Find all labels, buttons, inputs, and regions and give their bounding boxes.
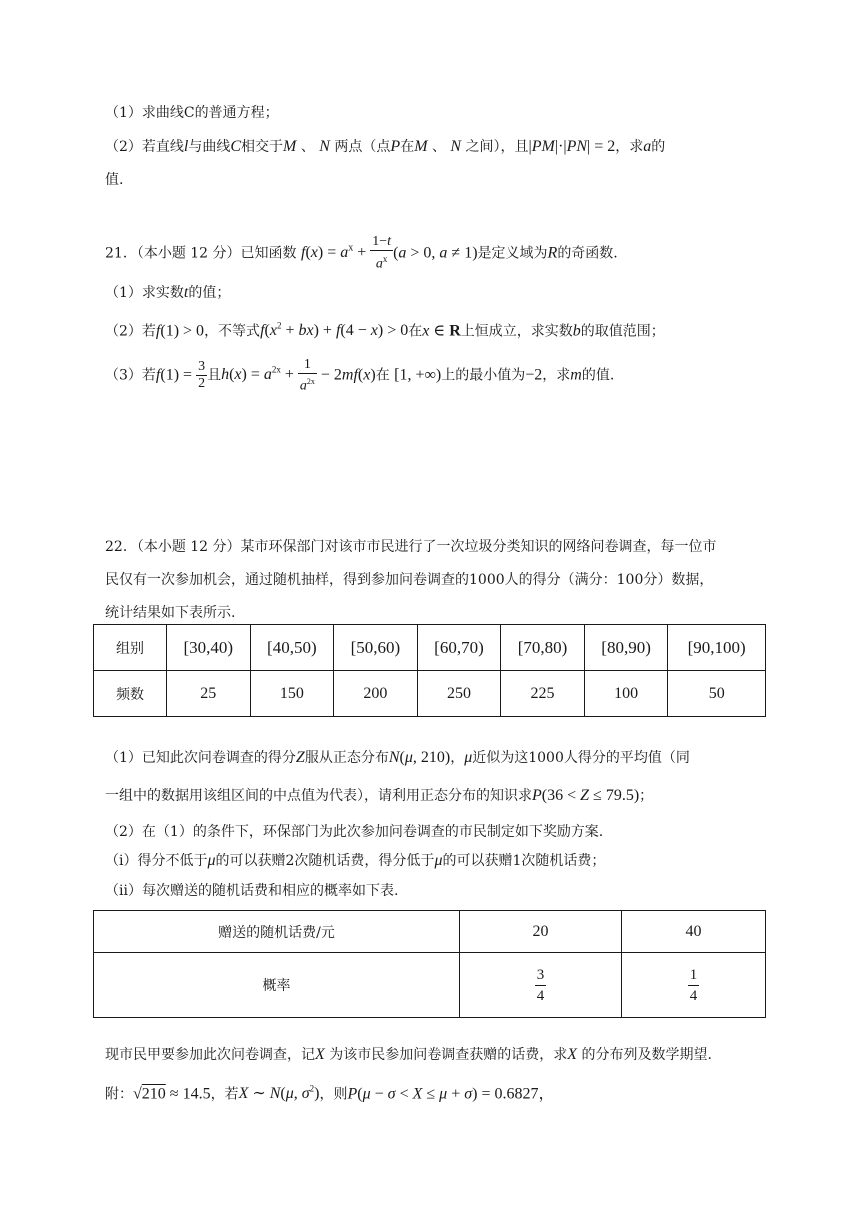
q22-note-c: ，则 xyxy=(319,1086,348,1103)
q20-part2-text-g: 、 xyxy=(431,139,446,155)
q21-part3-c: 在 xyxy=(375,367,390,384)
table-cell-group: [30,40) xyxy=(167,625,251,671)
q22-part1-c: ， xyxy=(450,750,465,766)
table-cell-freq: 250 xyxy=(417,671,501,717)
q20-part1-text: （1）求曲线C的普通方程； xyxy=(105,105,279,121)
table-cell-freq: 100 xyxy=(584,671,668,717)
q21-head-tail: 是定义域为 xyxy=(477,245,548,262)
reward-prob-2 xyxy=(622,953,766,1018)
q22-part2-i: （i）得分不低于μ的可以获赠2次随机话费，得分低于μ的可以获赠1次随机话费； xyxy=(105,852,606,869)
q21-part2: （2）若f(1) > 0，不等式$f(x^2 + bx) + f(4 - x) > 0$在x ∈ R上恒成立，求实数b的取值范围； xyxy=(105,321,665,340)
q20-part2-text-d: 、 xyxy=(300,139,315,155)
q22-part1-a: （1）已知此次问卷调查的得分 xyxy=(105,750,296,766)
q20-part2-text-a: （2）若直线 xyxy=(105,139,184,155)
table-cell-group-label: 组别 xyxy=(94,625,167,671)
q22-intro-2-text: 民仅有一次参加机会，通过随机抽样，得到参加问卷调查的1000人的得分（满分：100分）数据， xyxy=(105,572,714,588)
q21-part1: （1）求实数t的值； xyxy=(105,284,231,301)
q22-note-b: ，若 xyxy=(210,1086,239,1103)
table-cell-group: [60,70) xyxy=(417,625,501,671)
q22-intro-3 xyxy=(105,603,770,623)
q21-function-formula: $f(x) = a^x$ + xyxy=(300,243,371,262)
q22-part2-text: （2）在（1）的条件下，环保部门为此次参加问卷调查的市民制定如下奖励方案. xyxy=(105,824,604,840)
q22-intro-2 xyxy=(105,570,770,590)
q21-head: 21．（本小题 12 分）已知函数 $f(x) = a^x$ + $\frac{1-t}{a^x}$ (a > 0, a ≠ 1)是定义域为R的奇函数. xyxy=(105,234,618,272)
q21-head-tail2: 的奇函数. xyxy=(557,245,618,262)
q21-head-text: 21．（本小题 12 分）已知函数 xyxy=(105,245,297,262)
q20-part2-text-j: 的 xyxy=(651,139,666,155)
q22-ask-b: 为该市民参加问卷调查获赠的话费，求 xyxy=(329,1047,568,1063)
reward-amount-label: 赠送的随机话费/元 xyxy=(94,911,460,953)
q20-part1 xyxy=(105,103,770,123)
table-row-groups xyxy=(94,625,766,671)
table-cell-group: [70,80) xyxy=(501,625,585,671)
table-cell-freq-label: 频数 xyxy=(94,671,167,717)
q21-part3-text: （3）若 xyxy=(105,367,156,384)
q20-part2-end xyxy=(105,170,770,190)
q22-note: 附：√210 ≈ 14.5，若X ∼ N(μ, $\sigma^2$)，则P(μ − σ < X ≤ μ + σ) = 0.6827， xyxy=(105,1084,555,1103)
table-cell-freq: 150 xyxy=(250,671,334,717)
q21-fraction: $\frac{1-t}{a^x}$ xyxy=(372,234,392,272)
table-cell-freq: 200 xyxy=(334,671,418,717)
q20-condition-formula: |PM|·|PN| = 2 xyxy=(528,138,616,155)
table-cell-group: [80,90) xyxy=(584,625,668,671)
table-cell-freq: 25 xyxy=(167,671,251,717)
q22-part1-d: 近似为这1000人得分的平均值（同 xyxy=(472,750,690,766)
reward-amount-20: 20 xyxy=(460,911,622,953)
reward-prob-1-den: 4 xyxy=(536,987,545,1004)
q22-intro-3-text: 统计结果如下表所示. xyxy=(105,605,236,621)
q20-part2-text-f: 在 xyxy=(400,139,415,155)
table-cell-group: [50,60) xyxy=(334,625,418,671)
q22-part1-e: 一组中的数据用该组区间的中点值为代表），请利用正态分布的知识求 xyxy=(105,788,532,804)
q22-part1-line1: （1）已知此次问卷调查的得分Z服从正态分布N(μ, 210)，μ近似为这1000人得分的平均值（同 xyxy=(105,749,690,766)
q22-part2-i-b: 的可以获赠2次随机话费，得分低于 xyxy=(215,853,435,869)
q22-ask-a: 现市民甲要参加此次问卷调查，记 xyxy=(105,1047,315,1063)
q20-part2-text-h: 之间），且 xyxy=(465,139,529,155)
q21-part3-f: 的值. xyxy=(581,367,615,384)
table-row-freqs xyxy=(94,671,766,717)
reward-prob-2-den: 4 xyxy=(689,987,698,1004)
q22-ask-c: 的分布列及数学期望. xyxy=(581,1047,712,1063)
q22-ask: 现市民甲要参加此次问卷调查，记X 为该市民参加问卷调查获赠的话费，求X 的分布列及数学期望. xyxy=(105,1046,712,1063)
q21-part3-d: 上的最小值为 xyxy=(441,367,526,384)
q22-part1-b: 服从正态分布 xyxy=(304,750,389,766)
table-cell-group: [90,100) xyxy=(668,625,766,671)
reward-prob-1-num: 3 xyxy=(535,965,547,986)
q21-part2-text: （2）若 xyxy=(105,323,156,340)
q21-part1-tail: 的值； xyxy=(188,285,231,301)
q22-part2-ii xyxy=(105,881,770,901)
q21-part1-text: （1）求实数 xyxy=(105,285,184,301)
reward-prob-2-num: 1 xyxy=(688,965,700,986)
table-cell-freq: 50 xyxy=(668,671,766,717)
table-cell-freq: 225 xyxy=(501,671,585,717)
q22-intro-1 xyxy=(105,537,770,557)
q22-part1-f: ； xyxy=(639,788,654,804)
q21-part3-e: ，求 xyxy=(542,367,571,384)
q21-part2-c: 在 xyxy=(408,323,423,340)
reward-prob-label: 概率 xyxy=(94,953,460,1018)
q22-part2-i-a: （i）得分不低于 xyxy=(105,853,208,869)
reward-table xyxy=(93,910,766,1018)
q20-part2-text-b: 与曲线 xyxy=(188,139,231,155)
table-cell-group: [40,50) xyxy=(250,625,334,671)
reward-table-row-amount xyxy=(94,911,766,953)
q22-intro-1-text: 22．（本小题 12 分）某市环保部门对该市市民进行了一次垃圾分类知识的网络问卷调查，每一位市 xyxy=(105,539,717,555)
q20-part2-text-e: 两点（点 xyxy=(334,139,391,155)
q20-part2-text-i: ，求 xyxy=(615,139,644,155)
q20-part2-text-c: 相交于 xyxy=(241,139,284,155)
frequency-table xyxy=(93,624,766,717)
reward-table-row-prob xyxy=(94,953,766,1018)
reward-prob-1 xyxy=(460,953,622,1018)
q20-part2-end-text: 值. xyxy=(105,172,124,188)
q21-part3-b: 且 xyxy=(207,367,222,384)
q22-part2-i-c: 的可以获赠1次随机话费； xyxy=(442,853,606,869)
q21-part2-b: ，不等式 xyxy=(204,323,261,340)
q21-part3: （3）若f(1) = $\frac{3}{2}$ 且$h(x) = a^{2x}$ + $\frac{1}{a^{2x}}$ − 2mf(x)在 [1, +∞)上的最小值为−2，求m的值. xyxy=(105,356,615,394)
q21-part2-d: 上恒成立，求实数 xyxy=(460,323,573,340)
q21-part2-e: 的取值范围； xyxy=(580,323,665,340)
q22-part2-ii-text: （ii）每次赠送的随机话费和相应的概率如下表. xyxy=(105,883,399,899)
reward-amount-40: 40 xyxy=(622,911,766,953)
q20-part2: （2）若直线l与曲线C相交于M 、 N 两点（点P在M 、 N 之间），且|PM|·|PN| = 2，求a的 xyxy=(105,138,666,155)
q22-part2 xyxy=(105,822,770,842)
q22-note-a: 附： xyxy=(105,1086,133,1103)
q22-part1-line2: 一组中的数据用该组区间的中点值为代表），请利用正态分布的知识求P(36 < Z ≤ 79.5)； xyxy=(105,787,654,804)
